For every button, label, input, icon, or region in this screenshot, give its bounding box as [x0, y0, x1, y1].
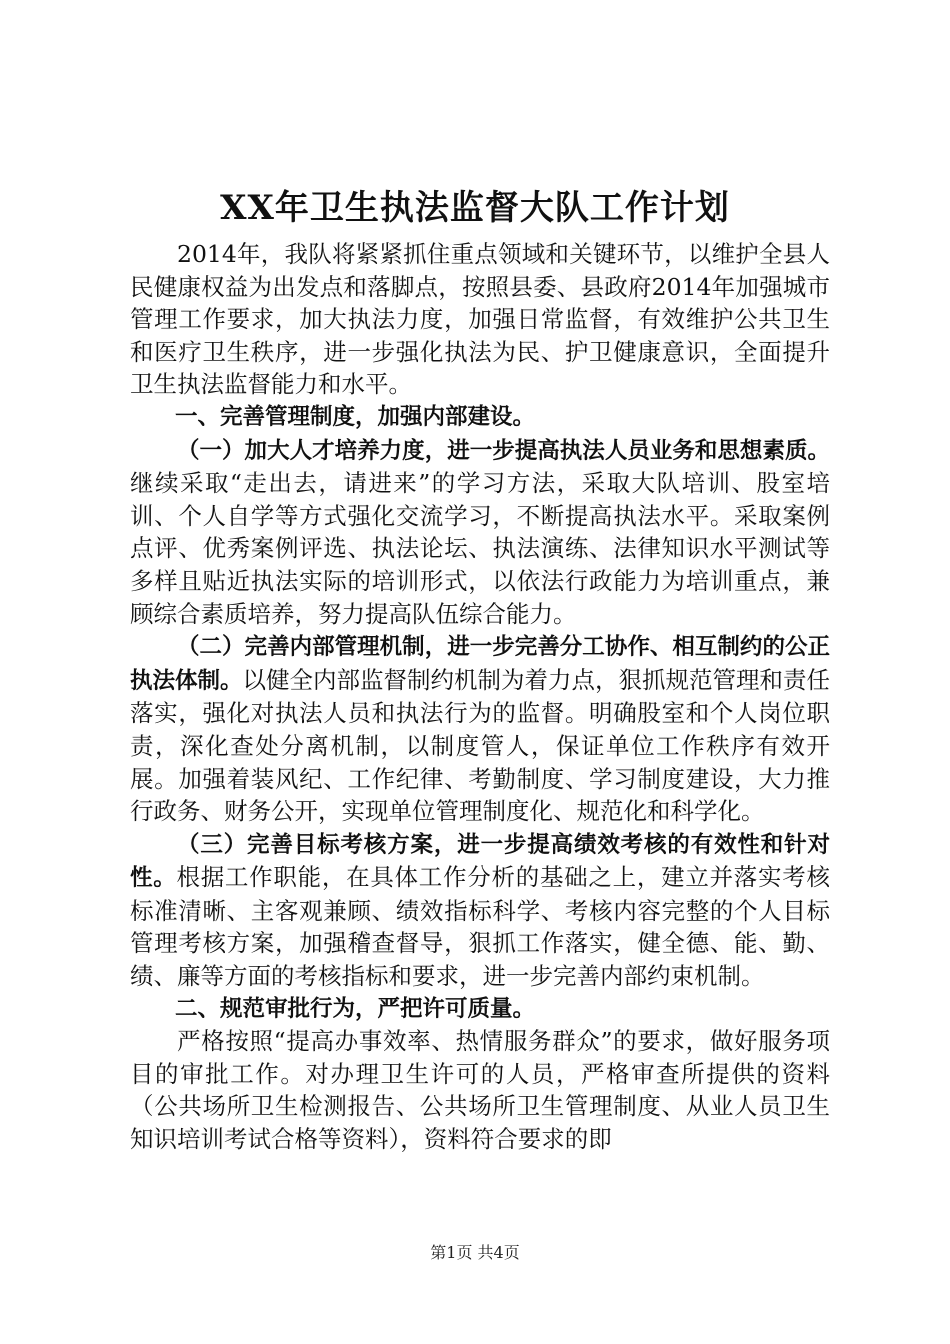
- item-3-body: 根据工作职能，在具体工作分析的基础之上，建立并落实考核标准清晰、主客观兼顾、绩效指标科学、考核内容完整的个人目标管理考核方案，加强稽查督导，狠抓工作落实，健全德、能、勤、绩、廉等方面的考核指标和要求，进一步完善内部约束机制。: [130, 863, 830, 991]
- page-footer: 第1页 共4页: [430, 1243, 520, 1262]
- section-1-heading: 一、完善管理制度，加强内部建设。: [175, 403, 536, 430]
- item-2-body: 以健全内部监督制约机制为着力点，狠抓规范管理和责任落实，强化对执法人员和执法行为的监督。明确股室和个人岗位职责，深化查处分离机制，以制度管人，保证单位工作秩序有效开展。加强着装风纪、工作纪律、考勤制度、学习制度建设，大力推行政务、财务公开，实现单位管理制度化、规范化和科学化。: [130, 665, 831, 826]
- section-2-heading: 二、规范审批行为，严把许可质量。: [175, 995, 536, 1022]
- item-3-lead: （三）完善目标考核方案，进一步提高绩效考核的有效性和针对性。: [130, 831, 830, 892]
- document-title: XX年卫生执法监督大队工作计划: [220, 188, 730, 228]
- item-3-paragraph: [130, 828, 830, 993]
- item-1-lead: （一）加大人才培养力度，进一步提高执法人员业务和思想素质。: [177, 437, 830, 464]
- item-1-paragraph: [130, 434, 830, 631]
- document-body: [130, 238, 830, 1156]
- section-2-paragraph: 严格按照“提高办事效率、热情服务群众”的要求，做好服务项目的审批工作。对办理卫生许可的人员，严格审查所提供的资料（公共场所卫生检测报告、公共场所卫生管理制度、从业人员卫生知识培训考试合格等资料），资料符合要求的即: [130, 1027, 830, 1154]
- item-2-lead: （二）完善内部管理机制，进一步完善分工协作、相互制约的公正执法体制。: [130, 634, 830, 694]
- intro-paragraph: 2014年，我队将紧紧抓住重点领域和关键环节，以维护全县人民健康权益为出发点和落脚点，按照县委、县政府2014年加强城市管理工作要求，加大执法力度，加强日常监督，有效维护公共卫生和医疗卫生秩序，进一步强化执法为民、护卫健康意识，全面提升卫生执法监督能力和水平。: [130, 240, 830, 399]
- item-2-paragraph: [130, 630, 830, 828]
- item-1-body: 继续采取“走出去，请进来”的学习方法，采取大队培训、股室培训、个人自学等方式强化交流学习，不断提高执法水平。采取案例点评、优秀案例评选、执法论坛、执法演练、法律知识水平测试等多样且贴近执法实际的培训形式，以依法行政能力为培训重点，兼顾综合素质培养，努力提高队伍综合能力。: [130, 469, 830, 628]
